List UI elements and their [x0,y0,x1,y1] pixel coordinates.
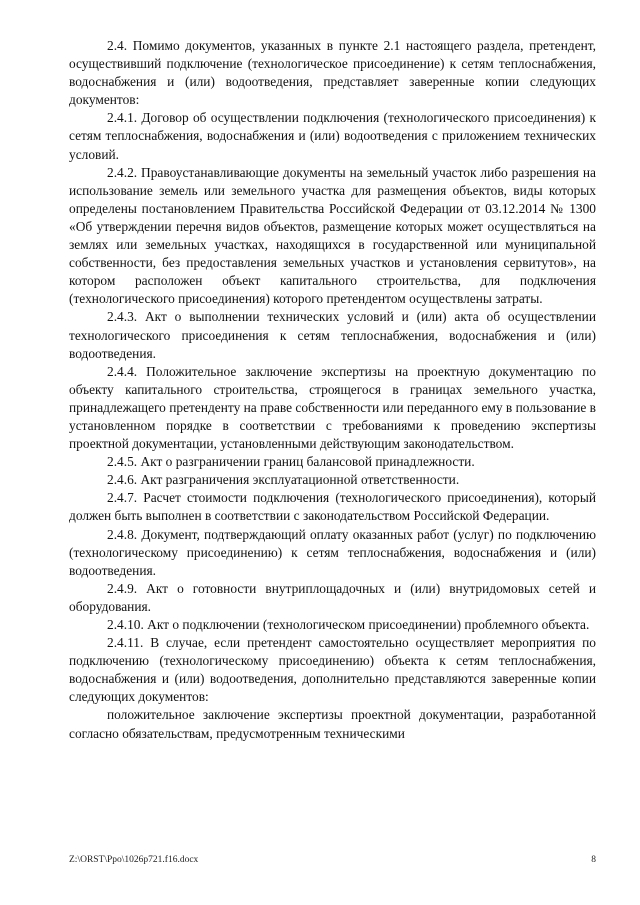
paragraph-2-4-8: 2.4.8. Документ, подтверждающий оплату оказанных работ (услуг) по подключению (технологическому присоединению) к сетям теплоснабжения, водоснабжения и (или) водоотведения. [69,526,596,578]
paragraph-2-4-4: 2.4.4. Положительное заключение экспертизы на проектную документацию по объекту капитального строительства, строящегося в границах земельного участка, принадлежащего претенденту на праве собственности или переданного ему в пользование в установленном порядке в соответствии с требованиями к проведению экспертизы проектной документации, установленными действующим законодательством. [69,363,597,452]
document-page [69,37,596,743]
paragraph-2-4-9: 2.4.9. Акт о готовности внутриплощадочных и (или) внутридомовых сетей и оборудования. [69,580,596,614]
paragraph-2-4-2: 2.4.2. Правоустанавливающие документы на земельный участок либо разрешения на использование земель или земельного участка для размещения объектов, виды которых определены постановлением Правительства Российской Федерации от 03.12.2014 № 1300 «Об утверждении перечня видов объектов, размещение которых может осуществляться на землях или земельных участках, находящихся в государственной или муниципальной собственности, без предоставления земельных участков и установления сервитутов», на котором расположен объект капитального строительства, для подключения (технологического присоединения) которого претендентом осуществлены затраты. [69,164,596,307]
paragraph-2-4: 2.4. Помимо документов, указанных в пункте 2.1 настоящего раздела, претендент, осуществивший подключение (технологическое присоединение) к сетям теплоснабжения, водоснабжения и (или) водоотведения, представляет заверенные копии следующих документов: [69,38,596,108]
paragraph-2-4-7: 2.4.7. Расчет стоимости подключения (технологического присоединения), который должен быть выполнен в соответствии с законодательством Российской Федерации. [69,490,596,524]
footer-file-path: Z:\ORST\Ppo\1026p721.f16.docx [69,855,199,865]
paragraph-2-4-6: 2.4.6. Акт разграничения эксплуатационной ответственности. [107,472,460,488]
paragraph-2-4-3: 2.4.3. Акт о выполнении технических условий и (или) акта об осуществлении технологического присоединения к сетям теплоснабжения, водоснабжения и (или) водоотведения. [69,309,596,361]
paragraph-2-4-5: 2.4.5. Акт о разграничении границ балансовой принадлежности. [107,454,475,470]
footer-page-number: 8 [591,855,596,865]
paragraph-expertise-conclusion: положительное заключение экспертизы проектной документации, разработанной согласно обязательствам, предусмотренным техническими [69,707,596,741]
paragraph-2-4-10: 2.4.10. Акт о подключении (технологическом присоединении) проблемного объекта. [107,617,590,632]
page-footer [69,854,596,866]
paragraph-2-4-1: 2.4.1. Договор об осуществлении подключения (технологического присоединения) к сетям теплоснабжения, водоснабжения и (или) водоотведения с приложением технических условий. [69,110,596,162]
paragraph-2-4-11: 2.4.11. В случае, если претендент самостоятельно осуществляет мероприятия по подключению (технологическому присоединению) объекта к сетям теплоснабжения, водоснабжения и (или) водоотведения, дополнительно представляются заверенные копии следующих документов: [69,635,596,705]
